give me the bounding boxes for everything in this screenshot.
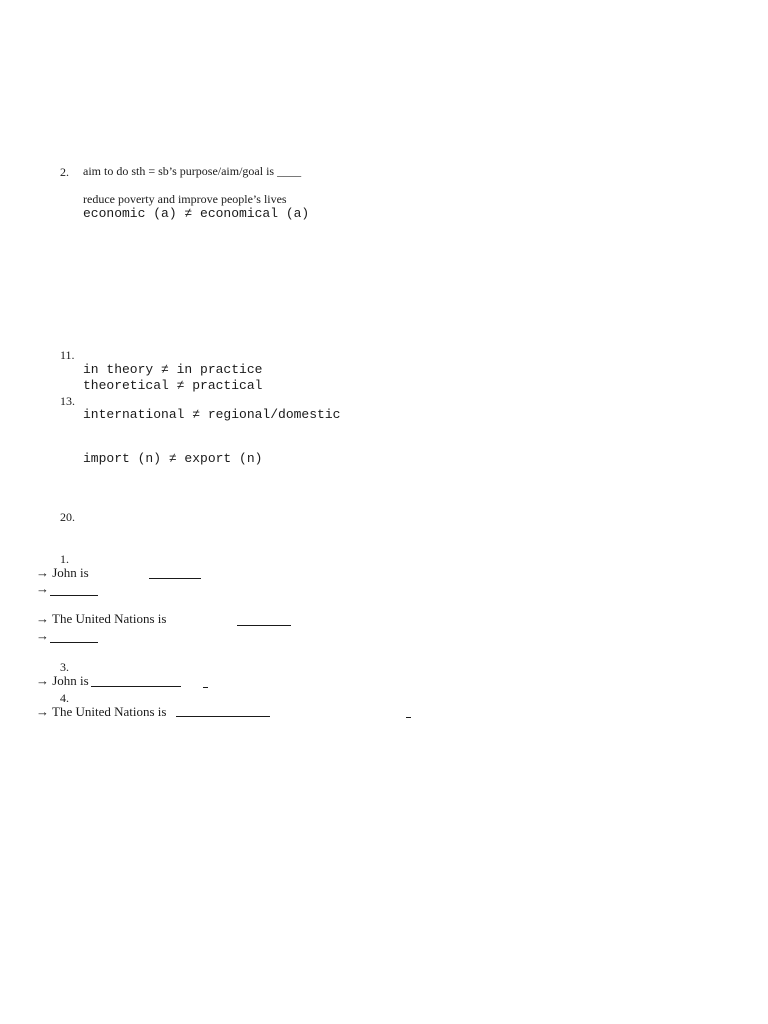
exercise-2-line-2: → <box>36 628 49 643</box>
item-11-number: 11. <box>60 348 75 362</box>
exercise-3-blank-mark <box>203 687 208 688</box>
item-2-number: 2. <box>60 165 69 179</box>
exercise-1-line-2: → <box>36 581 49 596</box>
exercise-3-number: 3. <box>60 660 69 674</box>
exercise-4-blank-mark <box>406 717 411 718</box>
item-13-number: 13. <box>60 394 75 408</box>
exercise-2-blank-1 <box>237 625 291 626</box>
exercise-4-number: 4. <box>60 691 69 705</box>
item-2-example: reduce poverty and improve people’s lives <box>83 192 287 206</box>
item-11-contrast-1: in theory ≠ in practice <box>83 362 263 377</box>
exercise-2-line-1: → The United Nations is <box>36 611 167 626</box>
item-2-definition: aim to do sth = sb’s purpose/aim/goal is ____ <box>83 164 302 178</box>
exercise-1-number: 1. <box>60 552 69 566</box>
item-20-number: 20. <box>60 510 75 524</box>
exercise-1-blank-1 <box>149 578 201 579</box>
exercise-2-blank-2 <box>50 642 98 643</box>
exercise-4-line-1: → The United Nations is <box>36 704 167 719</box>
exercise-3-line-1: → John is <box>36 673 89 688</box>
exercise-1-blank-2 <box>50 595 98 596</box>
item-11-contrast-2: theoretical ≠ practical <box>83 378 263 393</box>
item-2-contrast: economic (a) ≠ economical (a) <box>83 206 310 221</box>
item-13-contrast-2: import (n) ≠ export (n) <box>83 451 263 466</box>
exercise-1-line-1: → John is <box>36 565 89 580</box>
exercise-4-blank-1 <box>176 716 270 717</box>
item-13-contrast-1: international ≠ regional/domestic <box>83 407 341 422</box>
exercise-3-blank-1 <box>91 686 181 687</box>
